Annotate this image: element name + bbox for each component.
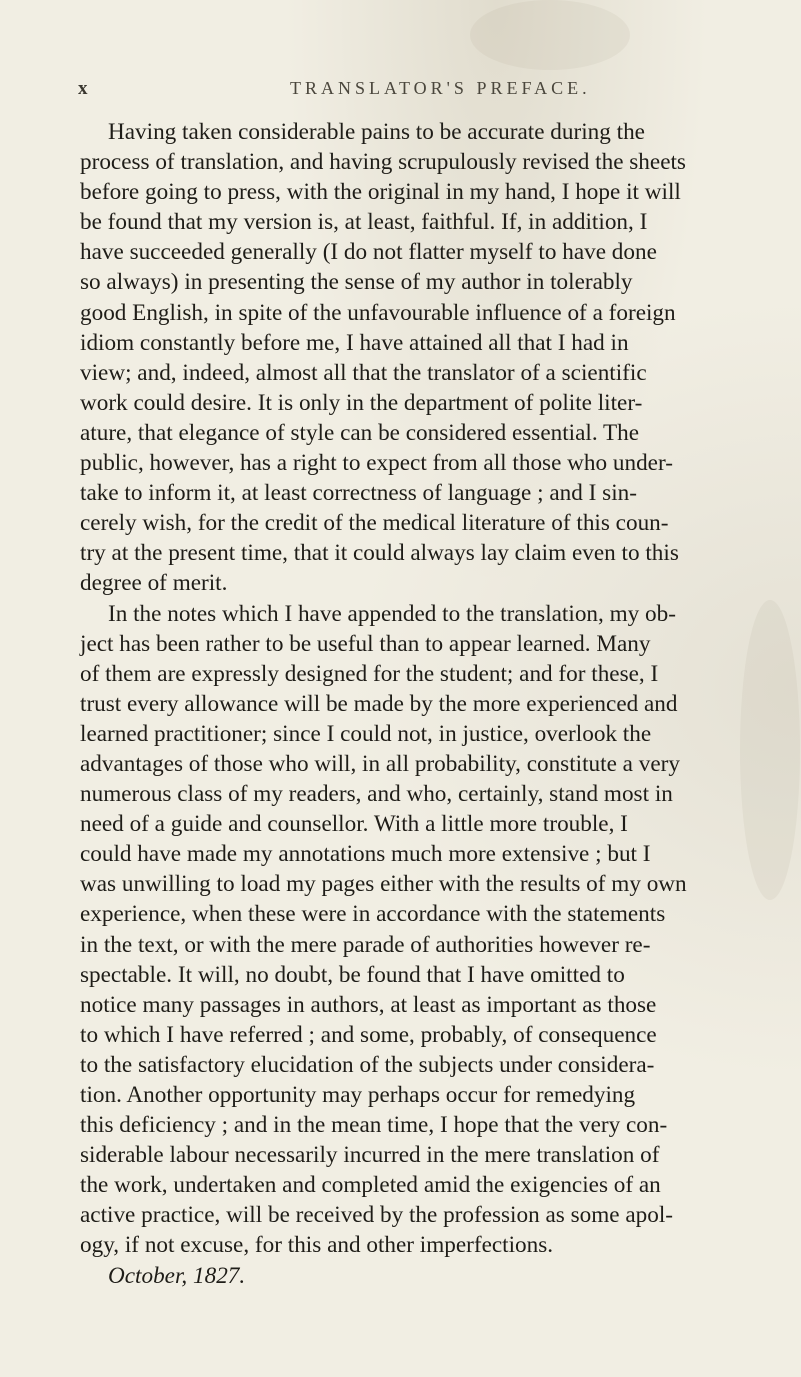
text-line: need of a guide and counsellor. With a little more trouble, I [80, 811, 628, 838]
running-head: TRANSLATOR'S PREFACE. [290, 78, 591, 98]
preface-text [80, 117, 760, 1291]
text-line: the work, undertaken and completed amid the exigencies of an [80, 1172, 661, 1199]
text-line: siderable labour necessarily incurred in the mere translation of [80, 1142, 660, 1169]
text-line: experience, when these were in accordance with the statements [80, 901, 666, 928]
text-line: notice many passages in authors, at least as important as those [80, 991, 657, 1018]
text-line: public, however, has a right to expect from all those who under- [80, 450, 673, 477]
text-line: cerely wish, for the credit of the medical literature of this coun- [80, 510, 669, 537]
text-line: try at the present time, that it could always lay claim even to this [80, 540, 679, 567]
text-line: this deficiency ; and in the mean time, I hope that the very con- [80, 1112, 668, 1139]
text-line: Having taken considerable pains to be accurate during the [108, 119, 645, 145]
text-line: work could desire. It is only in the department of polite liter- [80, 389, 643, 416]
text-line: learned practitioner; since I could not, in justice, overlook the [80, 720, 652, 747]
text-line: before going to press, with the original in my hand, I hope it will [80, 179, 681, 206]
text-line: numerous class of my readers, and who, certainly, stand most in [80, 781, 673, 808]
text-line: tion. Another opportunity may perhaps occur for remedying [80, 1082, 636, 1108]
text-line: process of translation, and having scrupulously revised the sheets [80, 149, 686, 176]
text-line: idiom constantly before me, I have attained all that I had in [80, 329, 629, 356]
paper-stain [470, 0, 630, 70]
text-line: in the text, or with the mere parade of authorities however re- [80, 931, 651, 958]
text-line: take to inform it, at least correctness of language ; and I sin- [80, 480, 637, 507]
text-line: In the notes which I have appended to the translation, my ob- [108, 600, 676, 627]
text-line: active practice, will be received by the profession as some apol- [80, 1202, 673, 1229]
text-line: degree of merit. [80, 570, 228, 597]
text-line: have succeeded generally (I do not flatter myself to have done [80, 239, 657, 266]
text-line: good English, in spite of the unfavourable influence of a foreign [80, 299, 676, 326]
text-line: so always) in presenting the sense of my author in tolerably [80, 269, 633, 296]
page-header [0, 78, 801, 108]
signature-date: October, 1827. [108, 1262, 246, 1289]
text-line: could have made my annotations much more extensive ; but I [80, 841, 651, 868]
text-line: ature, that elegance of style can be considered essential. The [80, 419, 640, 446]
text-line: ogy, if not excuse, for this and other imperfections. [80, 1232, 554, 1259]
page-number: x [78, 78, 89, 99]
text-line: was unwilling to load my pages either with the results of my own [80, 871, 687, 898]
text-line: to which I have referred ; and some, probably, of consequence [80, 1021, 657, 1048]
text-line: be found that my version is, at least, faithful. If, in addition, I [80, 209, 648, 236]
text-line: to the satisfactory elucidation of the subjects under considera- [80, 1051, 655, 1078]
text-line: of them are expressly designed for the student; and for these, I [80, 660, 659, 687]
text-line: spectable. It will, no doubt, be found that I have omitted to [80, 961, 625, 988]
text-line: trust every allowance will be made by the more experienced and [80, 690, 678, 717]
text-line: ject has been rather to be useful than to appear learned. Many [80, 630, 651, 657]
text-line: advantages of those who will, in all probability, constitute a very [80, 750, 680, 777]
text-line: view; and, indeed, almost all that the translator of a scientific [80, 359, 647, 386]
